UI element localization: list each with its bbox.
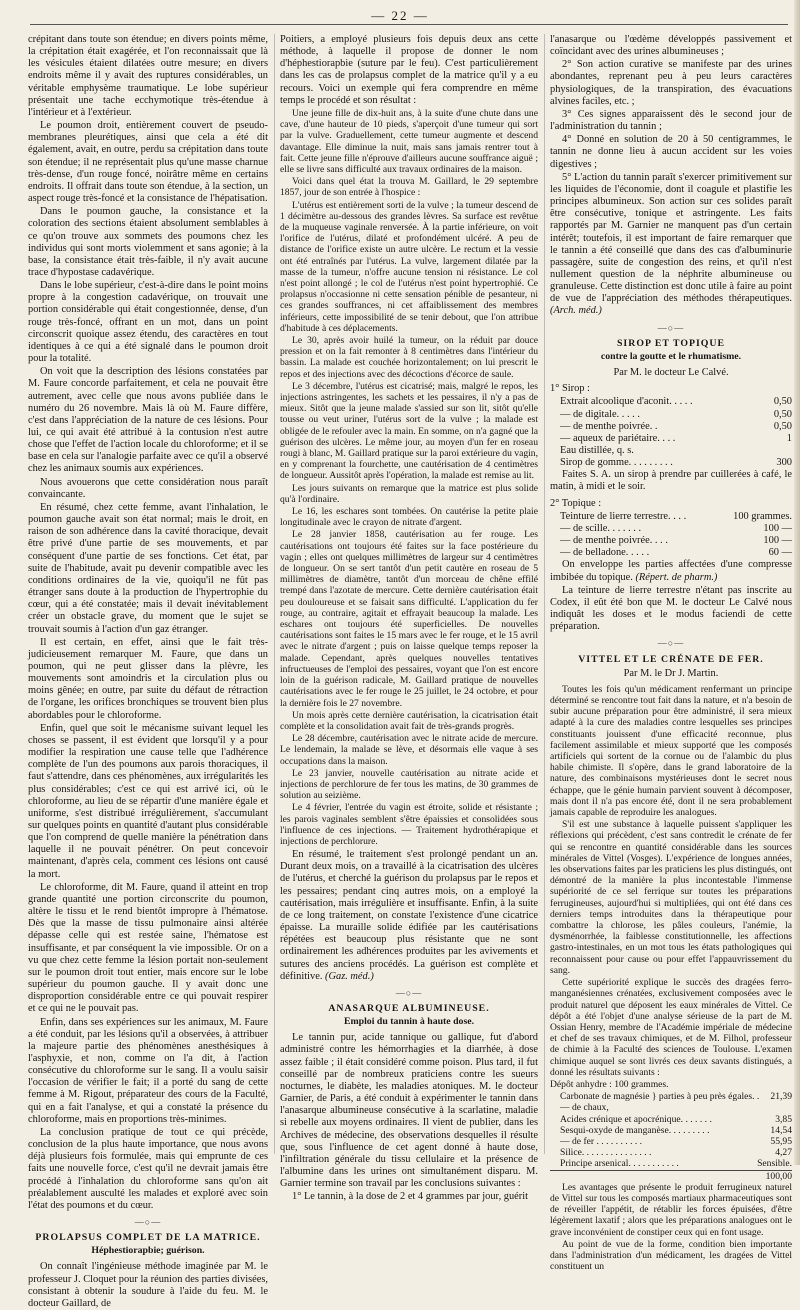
analysis-row — [550, 1125, 792, 1136]
recipe-row — [550, 535, 792, 547]
paragraph: 1° Le tannin, à la dose de 2 et 4 grammes par jour, guérit — [292, 1191, 529, 1203]
paragraph: Les avantages que présente le produit ferrugineux naturel de Vittel sur tous les composés martiaux pharmaceutiques sont de réveiller l'appétit, de rétablir les forces épuisées, d'être légèrement laxatif ; alors que les préparations analogues ont le grave inconvénient de constiper ceux qui en font usage. — [550, 1181, 792, 1238]
quantity: 0,50 — [773, 420, 792, 432]
ingredient: — de menthe poivrée. . — [560, 420, 658, 432]
recipe-row — [550, 433, 792, 445]
paragraph: Le chloroforme, dit M. Faure, quand il atteint en trop grande quantité une portion circonscrite du poumon, altère le tissu et le rend bientôt impropre à l'hématose. Dès que la masse de tissu pulmonaire ainsi altérée dépasse celle qui est restée saine, l'hématose est insuffisante, et par conséquent la vie impossible. Or on a vu que chez cette femme la lésion portait non-seulement sur le poumon droit tout entier, mais encore sur le lobe supérieur du poumon gauche. Il y avait donc une disproportion considérable entre ce qui pouvait respirer et ce qui ne le pouvait pas. — [28, 881, 268, 1015]
case-paragraph: Voici dans quel état la trouva M. Gaillard, le 29 septembre 1857, jour de son entrée à l'hospice : — [280, 176, 538, 199]
analysis-row — [550, 1158, 792, 1169]
page-edge — [794, 0, 800, 1165]
paragraph: Dans le poumon gauche, la consistance et la coloration des sections étaient absolument semblables à ce qu'on trouve aux sommets des poumons chez les individus qui sont morts violemment et sans agonie; à la base, la consistance était très-faible, il n'y avait aucune trace d'hypostase cadavérique. — [28, 206, 268, 278]
ingredient: Sirop de gomme. . . . . . . . . — [560, 457, 673, 469]
section-title: VITTEL ET LE CRÉNATE DE FER. — [578, 653, 764, 665]
ornament-divider: —○— — [657, 638, 685, 649]
ornament-divider: —○— — [657, 322, 685, 333]
recipe-row — [550, 523, 792, 535]
recipe-list — [550, 396, 792, 469]
recipe-row — [550, 457, 792, 469]
quantity: 100 grammes. — [733, 510, 792, 522]
recipe-row — [550, 547, 792, 559]
analysis-table — [550, 1091, 792, 1182]
quantity: 1 — [786, 432, 792, 444]
paragraph: S'il est une substance à laquelle puissent s'appliquer les réflexions qui précèdent, c'est sans contredit le crénate de fer qui se rencontre en quantité considérable dans les sources minérales de Vittel (Vosges). L'expérience de longues années, les observations faites par les praticiens les plus distingués, ont démontré de la manière la plus incontestable l'immense supériorité de ce sel ferrique sur toutes les préparations ferrugineuses, aujourd'hui si multipliées, qui ont été dans ces derniers temps introduites dans la thérapeutique pour combattre la chlorose, les pâles couleurs, l'anémie, la dysménorrhée, la faiblesse constitutionnelle, les affections gastro-intestinales, en un mot tous les états pathologiques qui reconnaissent pour cause ou pour effet l'appauvrissement du sang. — [550, 819, 792, 976]
paragraph: On voit que la description des lésions constatées par M. Faure concorde parfaitement, et cela ne pouvait être autrement, avec celle que nous avons publiée dans le numéro du 26 novembre. Mais là où M. Faure diffère, c'est dans l'appréciation de la nature de ces lésions. Pour lui, ce qui avait été attribué à la contusion n'est autre chose que l'effet de l'action locale du chloroforme; et il se base en cela sur l'analogie parfaite avec ce qu'il a observé chez les animaux soumis aux expériences. — [28, 366, 268, 475]
article-body — [28, 34, 268, 1212]
paragraph: En résumé, chez cette femme, avant l'inhalation, le poumon gauche avait son état normal; mais le droit, en raison de son adhérence dans la cavité thoracique, devait être privé d'une partie de ses mouvements, et par conséquent d'une partie de ses fonctions. Cet état, par suite de l'habitude, avait pu devenir compatible avec les conditions ordinaires de la vie, quoiqu'il ne fût pas étranger sans doute à la production de l'hypertrophie du cœur, qui a été constatée; mais il devait inévitablement créer un obstacle grave, du moment que le sujet se trouvait soumis à l'action d'un gaz étranger. — [28, 501, 268, 635]
ingredient: Extrait alcoolique d'aconit. . . . . — [560, 396, 693, 408]
ingredient: — de scille. . . . . . . — [560, 522, 642, 534]
header-rule — [30, 24, 788, 25]
column-divider — [544, 34, 545, 1154]
paragraph: La teinture de lierre terrestre n'étant pas inscrite au Codex, il eût été bon que M. le docteur Le Calvé nous indiquât les doses et le modus faciendi de cette préparation. — [550, 584, 792, 633]
paragraph — [550, 172, 792, 318]
source-citation: (Gaz. méd.) — [325, 970, 374, 982]
ingredient: Eau distillée, q. s. — [560, 445, 634, 456]
quantity: 100 — — [763, 522, 792, 534]
section-title: ANASARQUE ALBUMINEUSE. — [328, 1003, 490, 1015]
section-title: PROLAPSUS COMPLET DE LA MATRICE. — [35, 1232, 261, 1244]
recipe-list — [550, 511, 792, 560]
analysis-row — [550, 1102, 792, 1113]
recipe-row — [550, 396, 792, 408]
paragraph-text: 5° L'action du tannin paraît s'exercer primitivement sur les liquides de l'économie, dont il coagule et plastifie les principes albumineux. Son action sur ces solides paraît être consécutive, tonique et astringente. Les faits rapportés par M. Garnier ne manquent pas d'un certain intérêt; toutefois, il est important de faire remarquer que le tannin a été conseillé que dans des cas d'albuminurie passagère, suite de congestion des reins, et qu'il n'est nullement question de la néphrite albumineuse ou granuleuse. Cette distinction est donc utile à faire au point de vue de l'appréciation des méthodes thérapeutiques. — [550, 171, 792, 305]
recipe-heading: 2° Topique : — [550, 497, 602, 509]
ornament-divider: —○— — [134, 1217, 162, 1227]
analysis-row — [550, 1114, 792, 1125]
ingredient: — de belladone. . . . . — [560, 547, 650, 559]
amount: 21,39 — [770, 1091, 792, 1103]
ingredient: — de digitale. . . . . — [560, 408, 640, 420]
quantity: 300 — [776, 457, 792, 469]
amount: Sensible. — [757, 1158, 792, 1170]
case-paragraph: Le 3 décembre, l'utérus est cicatrisé; mais, malgré le repos, les injections astringentes, les sachets et les pessaires, il n'y a pas de mieux. Sitôt que la jeune malade s'assied sur son lit, sitôt qu'elle tousse ou veut uriner, l'utérus sort de la vulve ; la malade est obligée de le refouler avec la main. En somme, on n'a gagné que la guérison des ulcères. Le même jour, au moyen d'un fer en roseau rougi à blanc, M. Gaillard pratique sur la paroi extérieure du vagin, en y comprenant la fourchette, une cautérisation de 4 centimètres de longueur. Aussitôt après l'opération, la malade est remise au lit. — [280, 380, 538, 482]
author-byline: Par M. le docteur Le Calvé. — [613, 367, 729, 379]
paragraph: Dans le lobe supérieur, c'est-à-dire dans le point moins propre à la congestion cadavérique, on trouvait une portion considérable qui était congestionnée, dense, d'un rouge très-foncé, offrant en un mot, dans un point circonscrit quoique assez étendu, des caractères en tout identiques à ce qui a été signalé dans le poumon droit pour la totalité. — [28, 280, 268, 365]
quantity: 100 — — [763, 535, 792, 547]
paragraph: La conclusion pratique de tout ce qui précède, conclusion de la plus haute importance, que nous avons déjà plusieurs fois formulée, mais qui emprunte de ces faits une nouvelle force, c'est qu'il ne devrait jamais être procédé à l'inhalation du chloroforme sans qu'on ait préalablement ausculté les malades et exploré avec soin l'état des poumons et du cœur. — [28, 1126, 268, 1211]
amount-total: 100,00 — [765, 1170, 792, 1182]
analysis-row — [550, 1147, 792, 1158]
case-paragraph: L'utérus est entièrement sorti de la vulve ; la tumeur descend de 1 décimètre au-dessous des grandes lèvres. Sa surface est revêtue de la muqueuse vaginale renversée. À la partie inférieure, on voit l'orifice de l'utérus, dilaté et profondément ulcéré. A peu de distance de l'orifice existe un autre ulcère. Le rectum et la vessie ont été entraînés par l'utérus. La vulve, largement dilatée par la masse de la tumeur, n'offre aucune tension ni résistance. Le col n'est point allongé ; le col de l'utérus n'est point hypertrophié. Ce prolapsus n'occasionne ni cette sensation pénible de pesanteur, ni ces grandes souffrances, ni cet affaiblissement des membres inférieurs, cette impossibilité de se tenir debout, que l'on attribue d'habitude à ces déplacements. — [280, 199, 538, 334]
paragraph: 2° Son action curative se manifeste par des urines abondantes, reprenant peu à peu leurs caractères physiologiques, de la transpiration, des évacuations alvines faciles, etc. ; — [550, 59, 792, 107]
case-paragraph: Le 16, les eschares sont tombées. On cautérise la petite plaie longitudinale avec le crayon de nitrate d'argent. — [280, 506, 538, 529]
component: Carbonate de magnésie } parties à peu près égales. . — [560, 1091, 760, 1103]
analysis-total-row — [550, 1170, 792, 1182]
amount: 4,27 — [775, 1147, 792, 1159]
column-right — [550, 34, 792, 1273]
paragraph: Nous avouerons que cette considération nous paraît convaincante. — [28, 476, 268, 500]
amount: 55,95 — [770, 1135, 792, 1147]
recipe-row — [550, 409, 792, 421]
paragraph: Cette supériorité explique le succès des dragées ferro-manganésiennes crénatées, exclusivement composées avec le produit naturel que déposent les eaux minérales de Vittel. Ce dépôt a été l'objet d'une analyse sérieuse de la part de M. Ossian Henry, membre de l'Académie impériale de médecine et chef de ses travaux chimiques, et de M. Filhol, professeur de chimie à la Faculté des sciences de Toulouse. L'examen chimique auquel se sont livrés ces deux savants distingués, a donné les résultats suivants : — [550, 977, 792, 1078]
paragraph: Le poumon droit, entièrement couvert de pseudo-membranes pleurétiques, ainsi que cela a été dit également, avait, en outre, perdu sa crépitation dans toute son étendue; il ne représentait plus qu'une masse charnue très-dense, d'un rouge foncé, noirâtre même en certains endroits. Il offrait dans toute son étendue, à la section, un aspect rouge très-foncé et la consistance de l'hépatisation. — [28, 120, 268, 205]
analysis-heading: Dépôt anhydre : 100 grammes. — [550, 1078, 669, 1090]
case-report — [280, 108, 538, 847]
paragraph: Il est certain, en effet, ainsi que le fait très-judicieusement remarquer M. Faure, que dans un poumon, qui ne peut glisser dans la plèvre, les mouvements sont amoindris et la circulation plus ou moins gênée; en outre, par suite du défaut de rétraction de l'organe, les orifices bronchiques se trouvent bien plus abordables pour le chloroforme. — [28, 636, 268, 721]
case-paragraph: Le 28 décembre, cautérisation avec le nitrate acide de mercure. Le lendemain, la malade se lève, et désormais elle vaque à ses occupations dans la maison. — [280, 733, 538, 767]
paragraph: crépitant dans toute son étendue; en divers points même, la crépitation était exagérée, et l'on reconnaissait que là les vésicules étaient dilatées outre mesure; en divers endroits même il y avait des ruptures considérables, un véritable emphysème traumatique. Le lobe supérieur présentait une tache ecchymotique très-étendue à l'intérieur et à l'extérieur. — [28, 34, 268, 118]
paragraph: Le tannin pur, acide tannique ou gallique, fut d'abord administré contre les hémorrhagies et la diarrhée, à dose assez faible ; il était considéré comme poison. Plus tard, il fut conseillé par de nombreux praticiens contre les sueurs nocturnes, le diabète, les maladies atoniques. M. le docteur Garnier, de Paris, a été conduit à expérimenter le tannin dans l'anasarque albumineuse consécutive à la scarlatine, maladie si rebelle aux moyens ordinaires. Il vient de publier, dans les Archives de médecine, des observations desquelles il résulte que, sous l'influence de cet agent donné à haute dose, l'infiltration générale du tissu cellulaire et la présence de l'albumine dans les urines ont simultanément disparu. M. Garnier termine son travail par les conclusions suivantes : — [280, 1032, 538, 1190]
component: — de fer . . . . . . . . . . — [560, 1135, 643, 1147]
paragraph — [550, 559, 792, 583]
component: — de chaux, — [560, 1102, 609, 1114]
component: Principe arsenical. . . . . . . . . . . — [560, 1158, 679, 1170]
component: Silice. . . . . . . . . . . . . . . — [560, 1147, 652, 1159]
section-subtitle: Emploi du tannin à haute dose. — [343, 1016, 475, 1028]
paragraph: Faites S. A. un sirop à prendre par cuillerées à café, le matin, à midi et le soir. — [550, 469, 792, 493]
case-paragraph: Le 4 février, l'entrée du vagin est étroite, solide et résistante ; les parois vaginales semblent s'être épaissies et consolidées sous l'influence de ces injections. — Traitement hydrothérapique et injections de perchlorure. — [280, 802, 538, 847]
paragraph: l'anasarque ou l'œdème développés passivement et coïncidant avec des urines albumineuses ; — [550, 34, 792, 58]
source-citation: (Arch. méd.) — [550, 305, 602, 317]
case-paragraph: Le 28 janvier 1858, cautérisation au fer rouge. Les cautérisations ont toujours été faites sur la face postérieure du vagin ; elles ont quelques millimètres de largeur sur 4 centimètres de longueur. On se sert tantôt d'un petit cautère en roseau de 5 millimètres de diamètre, tantôt d'un morceau de chêne effilé trempé dans l'azotate de mercure. Cette dernière cautérisation était peu douloureuse et se faisait sans difficulté. L'application du fer rouge, au contraire, agitait et effrayait beaucoup la malade. Les eschares ont toujours été superficielles. De nouvelles cautérisations sont faites le 15 mars avec le fer rouge, et le 15 avril avec le nitrate d'argent ; puis on laisse quelque temps reposer la malade. Cependant, après quelques nouvelles tentatives infructueuses de l'emploi des pessaires, voyant que l'on est encore loin de la guérison radicale, M. Gaillard pratique de nouvelles cautérisations avec le fer rouge le 25 juillet, le 24 octobre, et pour la dernière fois le 27 novembre. — [280, 529, 538, 709]
summary-text: En résumé, le traitement s'est prolongé pendant un an. Durant deux mois, on a travaillé à la cicatrisation des ulcères de l'utérus, et cherché la guérison du prolapsus par le repos et les pessaires; pendant cinq autres mois, on a employé la cautérisation, mais irrégulière et insuffisante. Enfin, à la suite de ce long traitement, on constate l'existence d'une cicatrice épaisse. La muraille solide édifiée par les cautérisations répétées est beaucoup plus résistante que ne sont ordinairement les adhérences produites par les avivements et sutures des anciens procédés. La guérison est complète et définitive. — [280, 849, 538, 982]
recipe-row — [550, 445, 792, 457]
amount: 3,85 — [775, 1113, 792, 1125]
section-title: SIROP ET TOPIQUE — [616, 337, 726, 349]
analysis-row — [550, 1136, 792, 1147]
ingredient: — de menthe poivrée. . . . — [560, 535, 668, 547]
quantity: 60 — — [768, 547, 792, 559]
column-divider — [274, 34, 275, 1154]
case-paragraph: Un mois après cette dernière cautérisation, la cicatrisation était complète et la consolidation avait fait de très-grands progrès. — [280, 709, 538, 732]
recipe-row — [550, 511, 792, 523]
analysis-row — [550, 1091, 792, 1102]
recipe-heading: 1° Sirop : — [550, 383, 590, 395]
source-citation: (Répert. de pharm.) — [635, 571, 718, 583]
paragraph: On connaît l'ingénieuse méthode imaginée par M. le professeur J. Cloquet pour la réunion des parties divisées, consistant à obtenir la soudure à l'aide du feu. M. le docteur Gaillard, de — [28, 1261, 268, 1309]
section-subtitle: contre la goutte et le rhumatisme. — [600, 350, 742, 362]
component: Sesqui-oxyde de manganèse. . . . . . . . . — [560, 1124, 710, 1136]
paragraph: Toutes les fois qu'un médicament renfermant un principe déterminé se rencontre tout fait dans la nature, et n'a besoin de subir aucune préparation pour être administré, il sera mieux adapté à la cure des maladies contre lesquelles ses principes constituants jouissent d'une efficacité reconnue, plus facilement assimilable et mieux supporté que les composés artificiels qui sortent de la cornue ou de l'alambic du plus habile chimiste. Il s'opère, dans le grand laboratoire de la nature, des combinaisons mystérieuses dont le secret nous échappe, que le génie humain parvient souvent à décomposer, mais dont il n'a pas encore été, dont il ne sera probablement jamais capable de reproduire les analogues. — [550, 683, 792, 819]
paragraph — [280, 849, 538, 983]
author-byline: Par M. le Dr J. Martin. — [623, 667, 719, 679]
ornament-divider: —○— — [395, 987, 423, 998]
paragraph: Enfin, quel que soit le mécanisme suivant lequel les choses se passent, il est évident que lorsqu'il y a pour modifier la respiration une cause telle que l'adhérence complète de l'un des poumons aux parois thoraciques, il faut s'attendre, dans ces phénomènes, aux irrégularités les plus considérables; c'est ce qui est arrivé ici, où le chloroforme, au lieu de se répartir d'une manière égale et uniforme, s'est distribué irrégulièrement, s'accumulant sur quelques points en quantité d'autant plus considérable que l'on comprend de quelle manière la pénétration dans laquelle il ne pouvait pénétrer. On peut concevoir maintenant, d'après cela, comment ces lésions ont causé la mort. — [28, 722, 268, 880]
case-paragraph: Le 23 janvier, nouvelle cautérisation au nitrate acide et injections de perchlorure de fer tous les matins, de 30 grammes de solution au seizième. — [280, 767, 538, 802]
ingredient: Teinture de lierre terrestre. . . . — [560, 510, 687, 522]
quantity: 0,50 — [773, 408, 792, 420]
paragraph-text: On enveloppe les parties affectées d'une compresse imbibée du topique. — [550, 559, 792, 583]
recipe-row — [550, 421, 792, 433]
page-number: — 22 — — [371, 8, 429, 23]
component: Acides crénique et apocrénique. . . . . . . — [560, 1113, 712, 1125]
paragraph: 4° Donné en solution de 20 à 50 centigrammes, le tannin ne donne lieu à aucun accident sur les voies digestives ; — [550, 134, 792, 170]
column-middle — [280, 34, 538, 1203]
paragraph: Enfin, dans ses expériences sur les animaux, M. Faure a été conduit, par les lésions qu'il a observées, à attribuer la majeure partie des phénomènes anesthésiques à l'asphyxie, et non, comme on l'a dit, à l'action consécutive du chloroforme sur le sang. Il a voulu saisir l'occasion de vérifier le fait; il a porté du sang de cette femme à M. Rigout, préparateur des cours de la Faculté, qui en a fait l'analyse, et qui a constaté la présence du chloroforme, mais en proportions très-minimes. — [28, 1016, 268, 1125]
quantity: 0,50 — [773, 396, 792, 408]
case-paragraph: Les jours suivants on remarque que la matrice est plus solide qu'à l'ordinaire. — [280, 482, 538, 505]
paragraph: 3° Ces signes apparaissent dès le second jour de l'administration du tannin ; — [550, 108, 792, 133]
ingredient: — aqueux de pariétaire. . . . — [560, 432, 676, 444]
case-paragraph: Le 30, après avoir huilé la tumeur, on la réduit par douce pression et on la fait remonter à 8 centimètres dans l'intérieur du bassin. La malade est couchée horizontalement; on lui prescrit le repos et des injections avec des décoctions d'écorce de saule. — [280, 335, 538, 380]
case-paragraph: Une jeune fille de dix-huit ans, à la suite d'une chute dans une cave, d'une hauteur de 10 pieds, s'aperçoit d'une tumeur qui sort par la vulve. Graduellement, cette tumeur augmente et descend davantage. Elle diminue la nuit, mais sans jamais rentrer tout à fait. Cette jeune fille n'éprouve d'ailleurs aucune souffrance aiguë ; elle se livre sans difficulté aux travaux ordinaires de la maison. — [280, 107, 538, 175]
column-left — [28, 34, 268, 1309]
paragraph: Poitiers, a employé plusieurs fois depuis deux ans cette méthode, à laquelle il propose de donner le nom d'héphestiorapbie (suture par le feu). C'est particulièrement dans les cas de prolapsus complet de la matrice qu'il y a eu recours. Voici un exemple qui fera comprendre en même temps le procédé et son résultat : — [280, 34, 538, 106]
section-subtitle: Héphestiorapbie; guérison. — [91, 1245, 205, 1257]
amount: 14,54 — [770, 1124, 792, 1136]
paragraph: Au point de vue de la forme, condition bien importante dans l'administration d'un médicament, les dragées de Vittel constituent un — [550, 1238, 792, 1273]
